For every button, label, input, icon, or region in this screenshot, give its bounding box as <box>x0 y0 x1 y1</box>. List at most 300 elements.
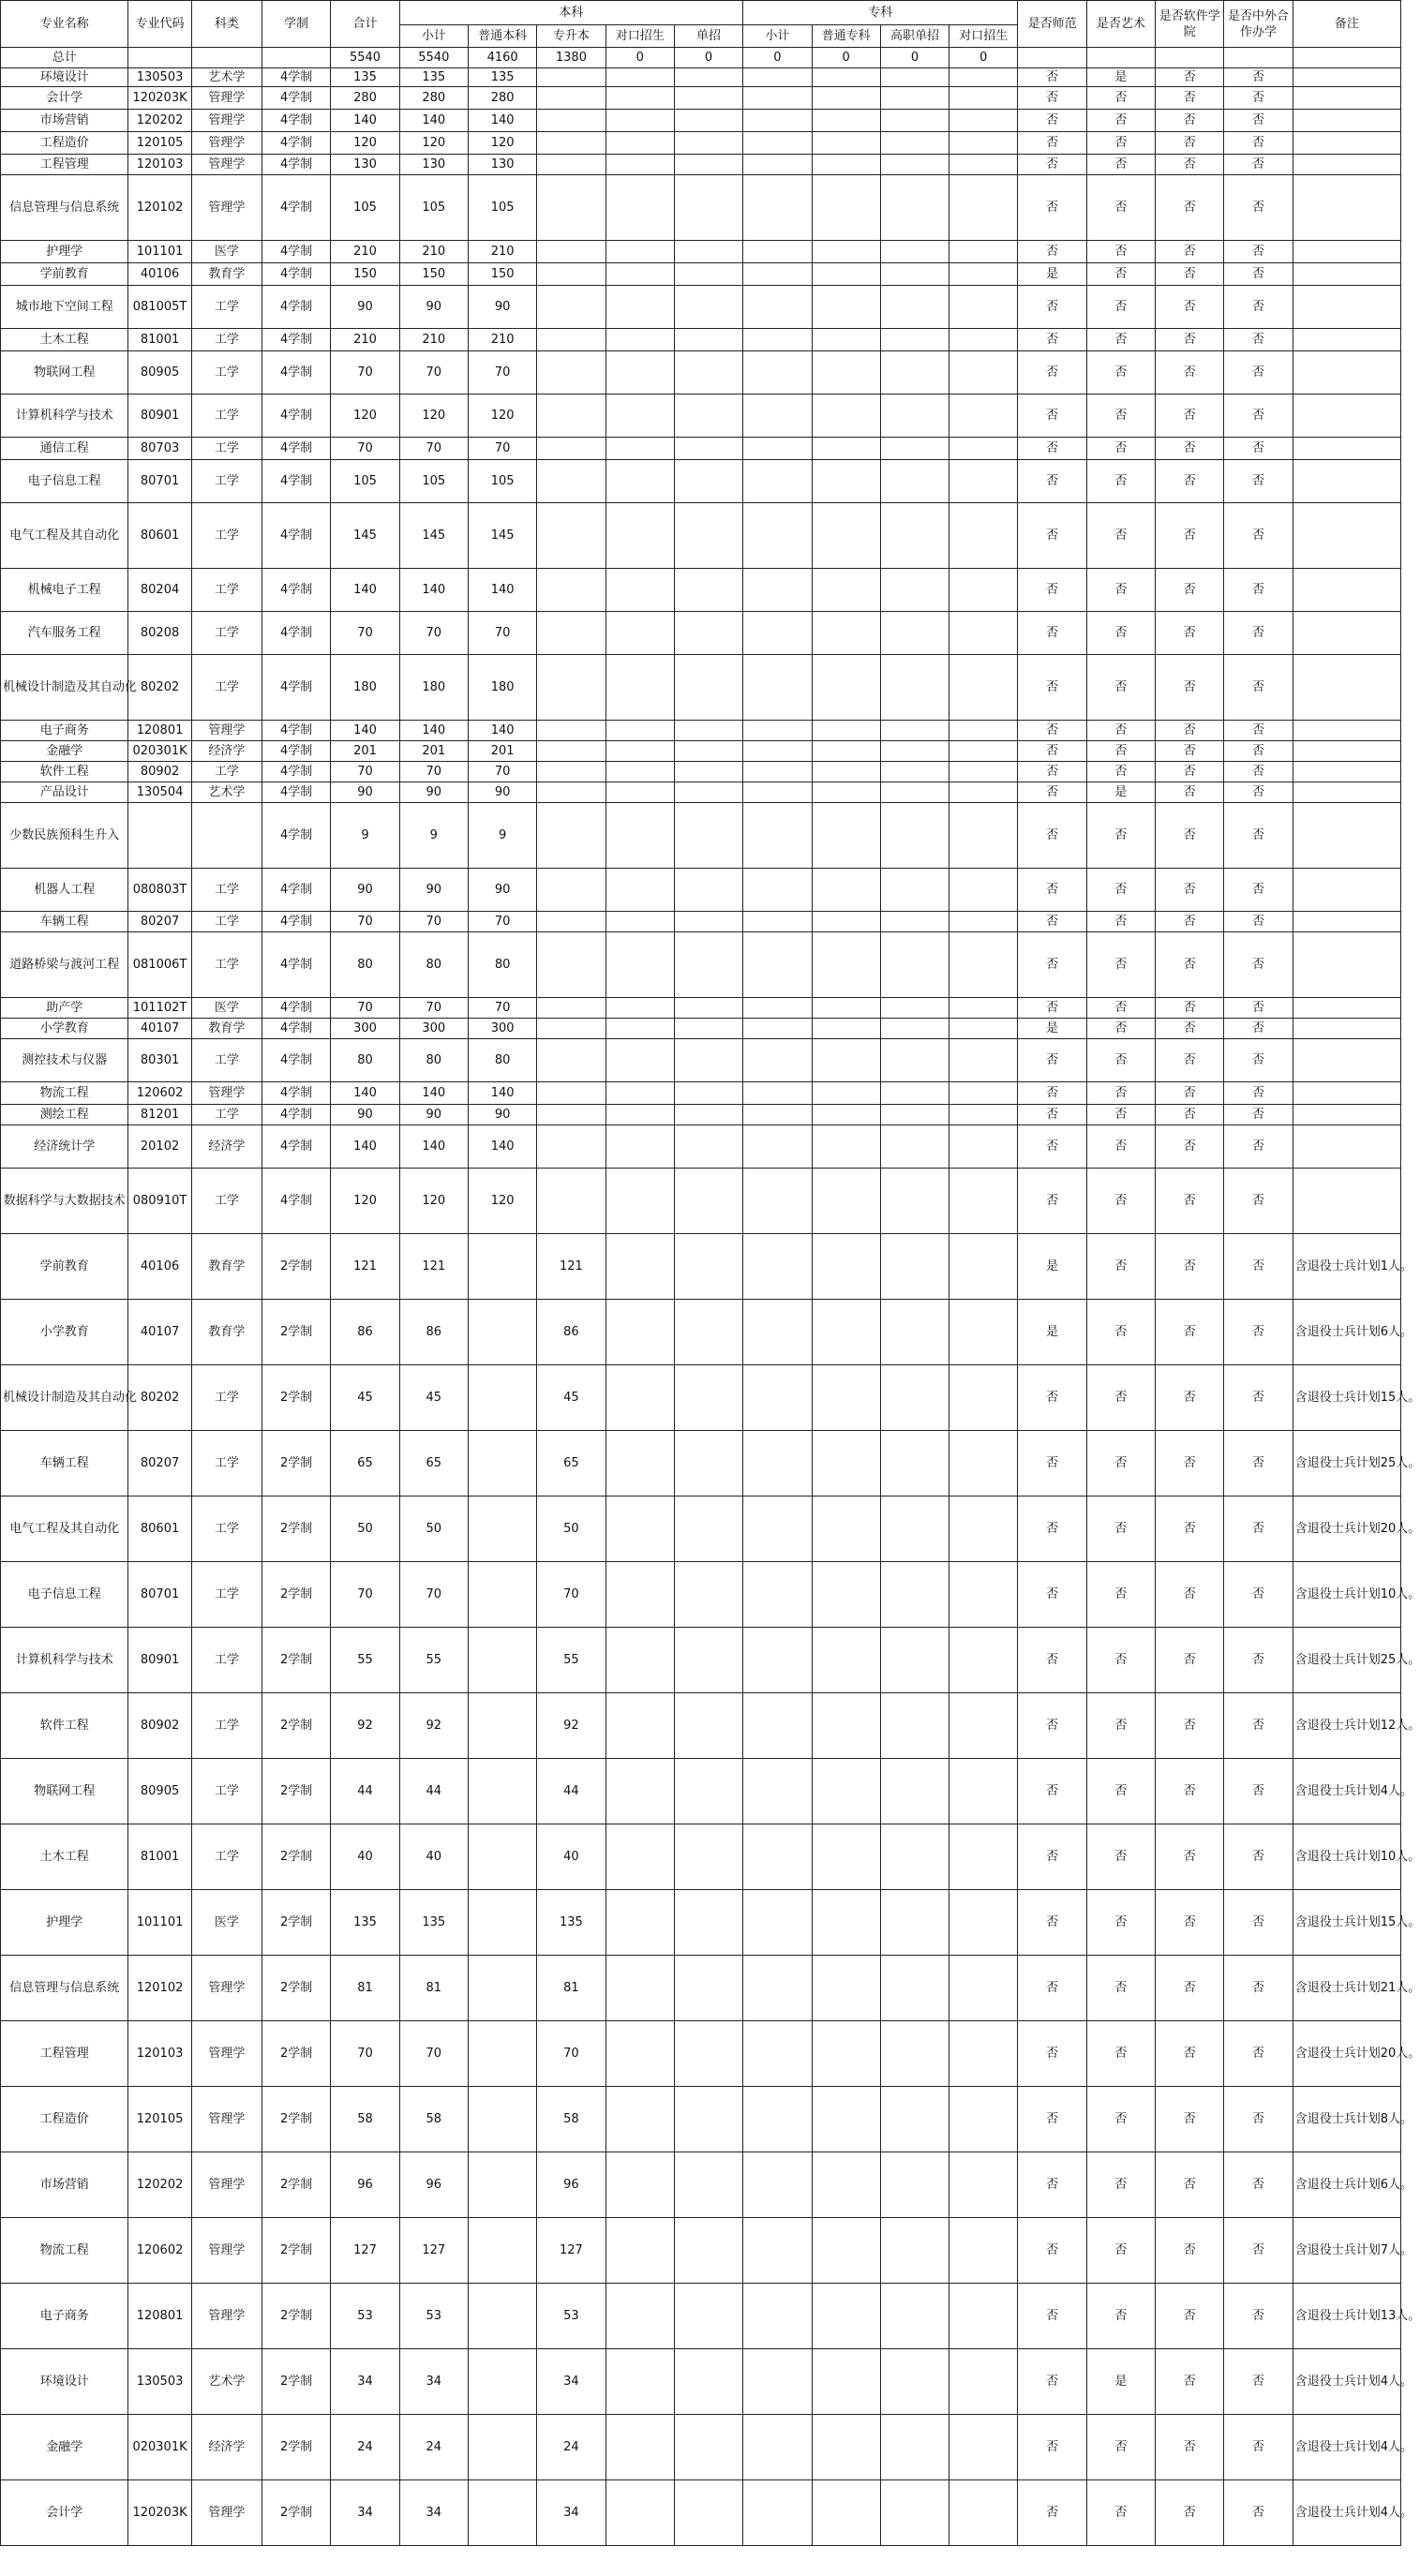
cell-zhuanke-subtotal <box>743 803 812 869</box>
cell-zhuanke-normal <box>812 110 880 132</box>
summary-benke-upgrade: 1380 <box>537 48 605 68</box>
summary-benke-duikou: 0 <box>605 48 674 68</box>
cell-zhuanke-duikou <box>949 263 1018 286</box>
cell-zhuanke-normal <box>812 998 880 1019</box>
table-row <box>1 2284 1401 2349</box>
cell-zhuanke-gaozhi <box>880 503 949 569</box>
cell-zhuanke-normal <box>812 1759 880 1824</box>
cell-remark <box>1293 869 1400 912</box>
cell-length: 4学制 <box>262 912 331 932</box>
cell-zhuanke-gaozhi <box>880 438 949 460</box>
table-row <box>1 998 1401 1019</box>
cell-benke-danzhao <box>674 932 742 998</box>
cell-remark: 含退役士兵计划4人。 <box>1293 2415 1400 2480</box>
cell-benke-duikou <box>605 912 674 932</box>
cell-benke-subtotal: 80 <box>399 932 468 998</box>
cell-benke-duikou <box>605 175 674 241</box>
cell-is-joint: 否 <box>1224 869 1293 912</box>
cell-benke-upgrade: 86 <box>537 1300 605 1365</box>
cell-code: 80208 <box>128 612 191 655</box>
cell-category: 艺术学 <box>191 68 262 87</box>
table-row <box>1 2480 1401 2546</box>
table-row <box>1 1039 1401 1082</box>
cell-is-art: 否 <box>1086 1169 1155 1234</box>
table-row <box>1 1019 1401 1039</box>
cell-total: 65 <box>331 1431 399 1496</box>
cell-benke-danzhao <box>674 503 742 569</box>
cell-is-art: 否 <box>1086 655 1155 721</box>
cell-name: 电气工程及其自动化 <box>1 503 128 569</box>
cell-zhuanke-subtotal <box>743 782 812 803</box>
cell-length: 2学制 <box>262 1824 331 1890</box>
cell-zhuanke-gaozhi <box>880 1169 949 1234</box>
cell-zhuanke-subtotal <box>743 1365 812 1431</box>
cell-length: 2学制 <box>262 1431 331 1496</box>
cell-is-normal: 否 <box>1018 1082 1086 1105</box>
cell-length: 4学制 <box>262 655 331 721</box>
cell-category: 管理学 <box>191 155 262 175</box>
cell-category: 工学 <box>191 438 262 460</box>
cell-benke-subtotal: 105 <box>399 460 468 503</box>
cell-is-normal: 否 <box>1018 1956 1086 2021</box>
cell-benke-danzhao <box>674 803 742 869</box>
cell-benke-duikou <box>605 998 674 1019</box>
table-row <box>1 762 1401 782</box>
summary-remark <box>1293 48 1400 68</box>
cell-is-normal: 是 <box>1018 263 1086 286</box>
cell-length: 4学制 <box>262 1169 331 1234</box>
summary-zhuanke-duikou: 0 <box>949 48 1018 68</box>
cell-length: 2学制 <box>262 2218 331 2284</box>
cell-code: 120203K <box>128 87 191 110</box>
cell-total: 34 <box>331 2349 399 2415</box>
cell-is-art: 否 <box>1086 869 1155 912</box>
cell-benke-upgrade <box>537 1105 605 1125</box>
cell-is-normal: 否 <box>1018 1039 1086 1082</box>
cell-benke-danzhao <box>674 2152 742 2218</box>
cell-total: 90 <box>331 869 399 912</box>
cell-zhuanke-normal <box>812 1956 880 2021</box>
cell-is-normal: 否 <box>1018 503 1086 569</box>
cell-name: 工程管理 <box>1 155 128 175</box>
cell-benke-upgrade <box>537 132 605 155</box>
cell-remark: 含退役士兵计划4人。 <box>1293 2480 1400 2546</box>
cell-benke-upgrade <box>537 655 605 721</box>
cell-benke-danzhao <box>674 286 742 329</box>
cell-zhuanke-gaozhi <box>880 351 949 395</box>
cell-remark <box>1293 782 1400 803</box>
cell-code: 120102 <box>128 175 191 241</box>
cell-code: 081006T <box>128 932 191 998</box>
cell-zhuanke-duikou <box>949 2087 1018 2152</box>
cell-benke-normal: 201 <box>468 741 536 762</box>
cell-benke-subtotal: 140 <box>399 110 468 132</box>
cell-benke-duikou <box>605 612 674 655</box>
cell-zhuanke-gaozhi <box>880 1562 949 1628</box>
cell-benke-normal: 210 <box>468 241 536 263</box>
cell-code: 120203K <box>128 2480 191 2546</box>
cell-zhuanke-gaozhi <box>880 175 949 241</box>
cell-is-software: 否 <box>1156 655 1224 721</box>
cell-zhuanke-subtotal <box>743 1693 812 1759</box>
cell-is-joint: 否 <box>1224 1169 1293 1234</box>
cell-benke-danzhao <box>674 1824 742 1890</box>
cell-benke-upgrade <box>537 1125 605 1169</box>
cell-code: 130503 <box>128 2349 191 2415</box>
cell-benke-duikou <box>605 329 674 351</box>
cell-name: 物流工程 <box>1 1082 128 1105</box>
cell-remark <box>1293 395 1400 438</box>
cell-is-software: 否 <box>1156 1105 1224 1125</box>
cell-benke-danzhao <box>674 1019 742 1039</box>
cell-zhuanke-duikou <box>949 286 1018 329</box>
cell-code: 80202 <box>128 1365 191 1431</box>
cell-category: 经济学 <box>191 2415 262 2480</box>
cell-zhuanke-gaozhi <box>880 569 949 612</box>
cell-is-joint: 否 <box>1224 263 1293 286</box>
cell-is-joint: 否 <box>1224 110 1293 132</box>
cell-zhuanke-normal <box>812 1496 880 1562</box>
cell-benke-duikou <box>605 1693 674 1759</box>
cell-remark <box>1293 762 1400 782</box>
cell-benke-upgrade: 135 <box>537 1890 605 1956</box>
cell-total: 210 <box>331 241 399 263</box>
cell-benke-upgrade <box>537 1019 605 1039</box>
header-category: 科类 <box>191 1 262 48</box>
table-body <box>1 48 1420 2546</box>
cell-benke-upgrade <box>537 1169 605 1234</box>
cell-name: 电子信息工程 <box>1 1562 128 1628</box>
cell-is-art: 否 <box>1086 1082 1155 1105</box>
cell-zhuanke-duikou <box>949 1039 1018 1082</box>
cell-is-art: 否 <box>1086 155 1155 175</box>
cell-benke-subtotal: 44 <box>399 1759 468 1824</box>
cell-zhuanke-subtotal <box>743 1105 812 1125</box>
cell-total: 55 <box>331 1628 399 1693</box>
cell-is-joint: 否 <box>1224 569 1293 612</box>
cell-name: 城市地下空间工程 <box>1 286 128 329</box>
cell-length: 4学制 <box>262 87 331 110</box>
cell-is-art: 否 <box>1086 2087 1155 2152</box>
cell-zhuanke-subtotal <box>743 2349 812 2415</box>
cell-benke-normal: 80 <box>468 932 536 998</box>
cell-is-software: 否 <box>1156 351 1224 395</box>
header-zhuanke-gaozhi: 高职单招 <box>880 25 949 48</box>
cell-length: 2学制 <box>262 1956 331 2021</box>
cell-remark <box>1293 175 1400 241</box>
cell-name: 环境设计 <box>1 2349 128 2415</box>
cell-benke-duikou <box>605 1431 674 1496</box>
cell-benke-upgrade: 70 <box>537 2021 605 2087</box>
cell-is-joint: 否 <box>1224 1496 1293 1562</box>
cell-is-art: 否 <box>1086 932 1155 998</box>
cell-remark <box>1293 438 1400 460</box>
cell-benke-duikou <box>605 1890 674 1956</box>
cell-zhuanke-normal <box>812 438 880 460</box>
table-row <box>1 655 1401 721</box>
cell-remark: 含退役士兵计划21人。 <box>1293 1956 1400 2021</box>
cell-zhuanke-subtotal <box>743 1019 812 1039</box>
cell-remark <box>1293 1082 1400 1105</box>
cell-category: 工学 <box>191 1824 262 1890</box>
cell-benke-normal <box>468 2218 536 2284</box>
cell-code: 81001 <box>128 329 191 351</box>
cell-zhuanke-normal <box>812 1234 880 1300</box>
cell-zhuanke-normal <box>812 2349 880 2415</box>
cell-is-normal: 否 <box>1018 932 1086 998</box>
cell-benke-duikou <box>605 155 674 175</box>
cell-is-normal: 否 <box>1018 460 1086 503</box>
cell-name: 通信工程 <box>1 438 128 460</box>
cell-total: 280 <box>331 87 399 110</box>
cell-zhuanke-subtotal <box>743 612 812 655</box>
cell-benke-normal: 300 <box>468 1019 536 1039</box>
cell-benke-normal: 145 <box>468 503 536 569</box>
cell-benke-danzhao <box>674 655 742 721</box>
cell-zhuanke-gaozhi <box>880 1125 949 1169</box>
cell-zhuanke-gaozhi <box>880 741 949 762</box>
summary-benke-normal: 4160 <box>468 48 536 68</box>
header-code: 专业代码 <box>128 1 191 48</box>
cell-remark <box>1293 132 1400 155</box>
cell-benke-danzhao <box>674 2087 742 2152</box>
cell-zhuanke-subtotal <box>743 2480 812 2546</box>
header-benke-normal: 普通本科 <box>468 25 536 48</box>
cell-zhuanke-duikou <box>949 803 1018 869</box>
cell-is-software: 否 <box>1156 263 1224 286</box>
cell-is-normal: 否 <box>1018 1431 1086 1496</box>
header-zhuanke: 专科 <box>743 1 1018 25</box>
cell-is-software: 否 <box>1156 912 1224 932</box>
cell-remark <box>1293 741 1400 762</box>
cell-total: 140 <box>331 1125 399 1169</box>
cell-zhuanke-normal <box>812 1562 880 1628</box>
cell-length: 2学制 <box>262 1759 331 1824</box>
cell-name: 软件工程 <box>1 1693 128 1759</box>
cell-is-joint: 否 <box>1224 1019 1293 1039</box>
cell-zhuanke-normal <box>812 762 880 782</box>
cell-name: 经济统计学 <box>1 1125 128 1169</box>
cell-name: 会计学 <box>1 2480 128 2546</box>
cell-benke-normal: 140 <box>468 110 536 132</box>
cell-is-software: 否 <box>1156 175 1224 241</box>
cell-is-normal: 否 <box>1018 329 1086 351</box>
cell-length: 4学制 <box>262 155 331 175</box>
cell-is-art: 否 <box>1086 1039 1155 1082</box>
cell-is-software: 否 <box>1156 869 1224 912</box>
summary-label: 总计 <box>1 48 128 68</box>
cell-benke-upgrade <box>537 460 605 503</box>
cell-is-normal: 否 <box>1018 803 1086 869</box>
cell-benke-normal <box>468 1693 536 1759</box>
cell-benke-duikou <box>605 2415 674 2480</box>
cell-name: 会计学 <box>1 87 128 110</box>
cell-category: 管理学 <box>191 2087 262 2152</box>
cell-is-art: 否 <box>1086 438 1155 460</box>
cell-total: 180 <box>331 655 399 721</box>
cell-category: 管理学 <box>191 2480 262 2546</box>
cell-remark: 含退役士兵计划25人。 <box>1293 1628 1400 1693</box>
cell-is-art: 否 <box>1086 2021 1155 2087</box>
cell-zhuanke-duikou <box>949 612 1018 655</box>
cell-is-normal: 否 <box>1018 175 1086 241</box>
cell-remark <box>1293 1039 1400 1082</box>
table-row <box>1 1759 1401 1824</box>
cell-length: 4学制 <box>262 721 331 741</box>
cell-zhuanke-duikou <box>949 998 1018 1019</box>
cell-category: 管理学 <box>191 2152 262 2218</box>
cell-benke-normal <box>468 2087 536 2152</box>
cell-name: 测控技术与仪器 <box>1 1039 128 1082</box>
cell-zhuanke-duikou <box>949 132 1018 155</box>
cell-zhuanke-duikou <box>949 2218 1018 2284</box>
cell-code: 80601 <box>128 503 191 569</box>
cell-benke-subtotal: 120 <box>399 395 468 438</box>
cell-benke-danzhao <box>674 2284 742 2349</box>
cell-benke-normal: 140 <box>468 1125 536 1169</box>
cell-zhuanke-normal <box>812 741 880 762</box>
cell-benke-danzhao <box>674 2218 742 2284</box>
cell-zhuanke-subtotal <box>743 351 812 395</box>
summary-is-art <box>1086 48 1155 68</box>
cell-benke-normal: 90 <box>468 869 536 912</box>
cell-is-normal: 否 <box>1018 1496 1086 1562</box>
cell-benke-danzhao <box>674 721 742 741</box>
cell-total: 80 <box>331 932 399 998</box>
cell-zhuanke-gaozhi <box>880 2415 949 2480</box>
cell-is-software: 否 <box>1156 68 1224 87</box>
header-total: 合计 <box>331 1 399 48</box>
cell-benke-upgrade: 24 <box>537 2415 605 2480</box>
cell-benke-subtotal: 120 <box>399 132 468 155</box>
cell-zhuanke-gaozhi <box>880 612 949 655</box>
cell-benke-subtotal: 70 <box>399 351 468 395</box>
cell-benke-upgrade <box>537 1039 605 1082</box>
cell-remark: 含退役士兵计划20人。 <box>1293 2021 1400 2087</box>
cell-name: 物流工程 <box>1 2218 128 2284</box>
cell-benke-upgrade <box>537 1082 605 1105</box>
cell-zhuanke-subtotal <box>743 1431 812 1496</box>
cell-zhuanke-normal <box>812 351 880 395</box>
header-benke-upgrade: 专升本 <box>537 25 605 48</box>
cell-name: 车辆工程 <box>1 912 128 932</box>
cell-benke-duikou <box>605 68 674 87</box>
cell-zhuanke-gaozhi <box>880 912 949 932</box>
cell-category: 管理学 <box>191 1956 262 2021</box>
cell-category: 教育学 <box>191 263 262 286</box>
header-name: 专业名称 <box>1 1 128 48</box>
cell-benke-duikou <box>605 132 674 155</box>
cell-benke-normal: 135 <box>468 68 536 87</box>
cell-zhuanke-gaozhi <box>880 803 949 869</box>
cell-code: 40106 <box>128 263 191 286</box>
cell-total: 9 <box>331 803 399 869</box>
cell-is-art: 否 <box>1086 286 1155 329</box>
header-is-normal: 是否师范 <box>1018 1 1086 48</box>
cell-benke-duikou <box>605 1125 674 1169</box>
cell-is-art: 否 <box>1086 612 1155 655</box>
cell-benke-subtotal: 24 <box>399 2415 468 2480</box>
cell-is-normal: 否 <box>1018 782 1086 803</box>
cell-benke-danzhao <box>674 1300 742 1365</box>
cell-length: 2学制 <box>262 1628 331 1693</box>
cell-length: 2学制 <box>262 2152 331 2218</box>
table-row <box>1 155 1401 175</box>
cell-is-software: 否 <box>1156 1019 1224 1039</box>
cell-name: 机械设计制造及其自动化 <box>1 1365 128 1431</box>
cell-is-normal: 否 <box>1018 438 1086 460</box>
cell-name: 道路桥梁与渡河工程 <box>1 932 128 998</box>
cell-length: 2学制 <box>262 1365 331 1431</box>
summary-length <box>262 48 331 68</box>
cell-zhuanke-normal <box>812 869 880 912</box>
cell-is-joint: 否 <box>1224 1628 1293 1693</box>
cell-zhuanke-duikou <box>949 395 1018 438</box>
cell-zhuanke-normal <box>812 612 880 655</box>
cell-zhuanke-normal <box>812 395 880 438</box>
cell-benke-normal <box>468 1300 536 1365</box>
cell-is-normal: 否 <box>1018 1365 1086 1431</box>
cell-name: 软件工程 <box>1 762 128 782</box>
cell-remark <box>1293 612 1400 655</box>
table-row <box>1 782 1401 803</box>
cell-zhuanke-subtotal <box>743 721 812 741</box>
cell-total: 121 <box>331 1234 399 1300</box>
cell-benke-duikou <box>605 762 674 782</box>
cell-benke-danzhao <box>674 1496 742 1562</box>
cell-is-normal: 否 <box>1018 2218 1086 2284</box>
cell-zhuanke-subtotal <box>743 2415 812 2480</box>
cell-zhuanke-normal <box>812 460 880 503</box>
cell-name: 学前教育 <box>1 263 128 286</box>
cell-is-software: 否 <box>1156 1890 1224 1956</box>
cell-code: 120602 <box>128 1082 191 1105</box>
cell-code: 80701 <box>128 1562 191 1628</box>
cell-category: 工学 <box>191 612 262 655</box>
cell-is-joint: 否 <box>1224 2415 1293 2480</box>
cell-zhuanke-normal <box>812 721 880 741</box>
cell-is-art: 否 <box>1086 132 1155 155</box>
cell-is-software: 否 <box>1156 2152 1224 2218</box>
cell-is-art: 否 <box>1086 1693 1155 1759</box>
cell-is-normal: 否 <box>1018 2021 1086 2087</box>
cell-zhuanke-duikou <box>949 1431 1018 1496</box>
table-row <box>1 1125 1401 1169</box>
table-row <box>1 329 1401 351</box>
table-row <box>1 263 1401 286</box>
cell-zhuanke-subtotal <box>743 286 812 329</box>
cell-benke-upgrade <box>537 351 605 395</box>
cell-is-art: 否 <box>1086 2284 1155 2349</box>
cell-length: 4学制 <box>262 241 331 263</box>
cell-benke-normal <box>468 2021 536 2087</box>
cell-is-normal: 否 <box>1018 1105 1086 1125</box>
cell-zhuanke-subtotal <box>743 438 812 460</box>
cell-benke-upgrade: 34 <box>537 2480 605 2546</box>
cell-benke-danzhao <box>674 998 742 1019</box>
cell-is-software: 否 <box>1156 932 1224 998</box>
cell-remark: 含退役士兵计划25人。 <box>1293 1431 1400 1496</box>
cell-name: 土木工程 <box>1 329 128 351</box>
cell-code: 81001 <box>128 1824 191 1890</box>
cell-length: 4学制 <box>262 869 331 912</box>
cell-length: 4学制 <box>262 1082 331 1105</box>
cell-zhuanke-normal <box>812 1693 880 1759</box>
cell-benke-upgrade <box>537 721 605 741</box>
summary-code <box>128 48 191 68</box>
cell-is-normal: 否 <box>1018 68 1086 87</box>
cell-total: 92 <box>331 1693 399 1759</box>
